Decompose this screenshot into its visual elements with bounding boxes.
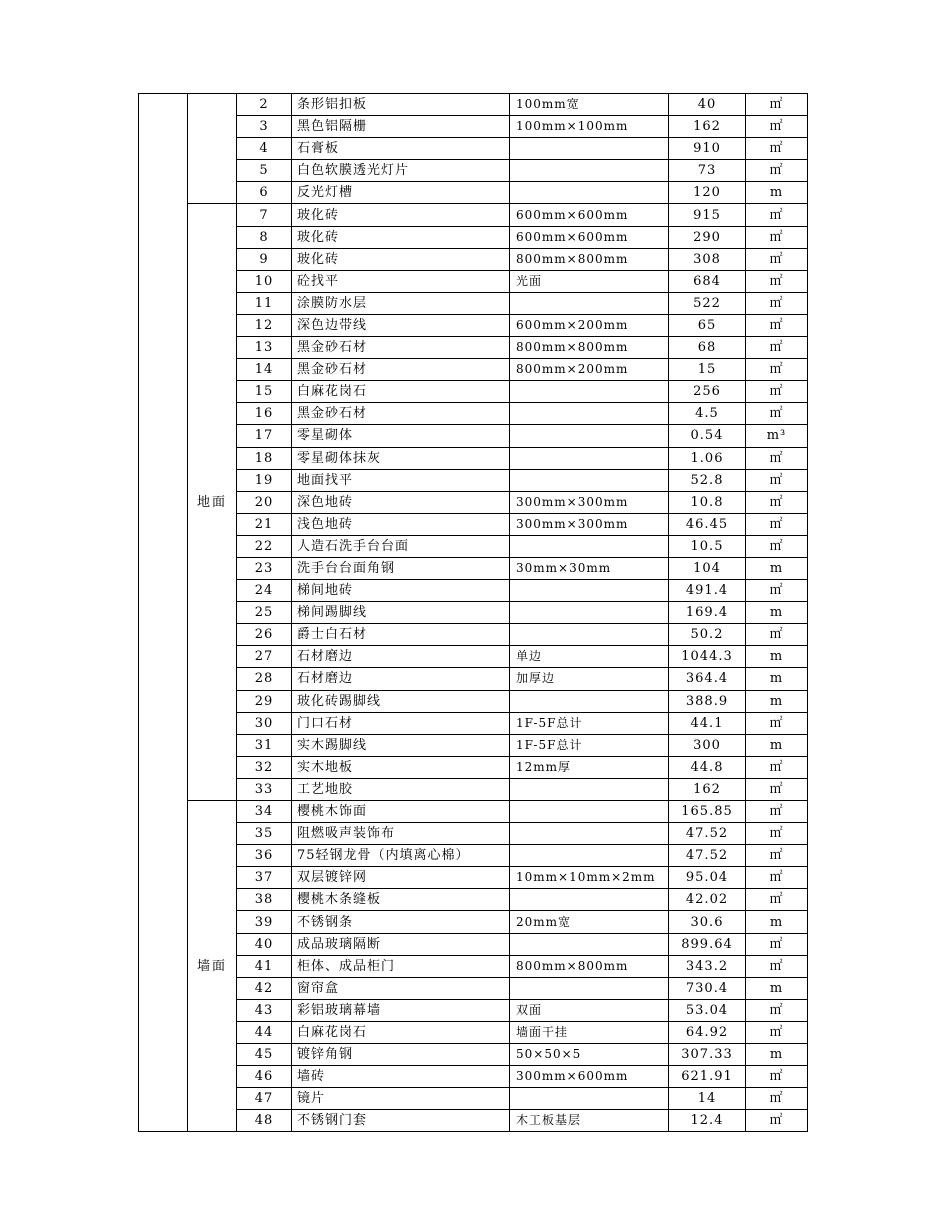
item-unit: ㎡: [746, 1021, 808, 1043]
item-quantity: 64.92: [669, 1021, 746, 1043]
item-name: 梯间踢脚线: [292, 602, 510, 624]
item-spec: 50×50×5: [510, 1044, 669, 1066]
table-row: [139, 778, 808, 800]
item-quantity: 73: [669, 160, 746, 182]
item-name: 黑金砂石材: [292, 337, 510, 359]
item-quantity: 44.1: [669, 712, 746, 734]
item-number: 8: [237, 226, 292, 248]
item-spec: 600mm×200mm: [510, 314, 669, 336]
item-name: 砼找平: [292, 270, 510, 292]
item-unit: ㎡: [746, 138, 808, 160]
item-unit: ㎡: [746, 1066, 808, 1088]
item-quantity: 12.4: [669, 1110, 746, 1132]
item-unit: ㎡: [746, 292, 808, 314]
item-number: 48: [237, 1110, 292, 1132]
item-spec: 800mm×800mm: [510, 955, 669, 977]
item-spec: [510, 425, 669, 447]
table-row: [139, 535, 808, 557]
item-quantity: 256: [669, 381, 746, 403]
item-number: 24: [237, 580, 292, 602]
item-unit: ㎡: [746, 160, 808, 182]
item-spec: 30mm×30mm: [510, 557, 669, 579]
table-row: [139, 557, 808, 579]
item-unit: ㎡: [746, 823, 808, 845]
item-unit: m: [746, 977, 808, 999]
table-row: [139, 756, 808, 778]
item-quantity: 621.91: [669, 1066, 746, 1088]
table-row: [139, 204, 808, 226]
item-number: 3: [237, 116, 292, 138]
item-unit: ㎡: [746, 270, 808, 292]
item-unit: ㎡: [746, 1110, 808, 1132]
item-name: 白色软膜透光灯片: [292, 160, 510, 182]
item-quantity: 910: [669, 138, 746, 160]
item-unit: ㎡: [746, 116, 808, 138]
item-quantity: 42.02: [669, 889, 746, 911]
table-row: [139, 602, 808, 624]
item-spec: [510, 823, 669, 845]
item-name: 玻化砖: [292, 204, 510, 226]
item-quantity: 95.04: [669, 867, 746, 889]
item-spec: 1F-5F总计: [510, 734, 669, 756]
item-name: 石材磨边: [292, 646, 510, 668]
item-quantity: 47.52: [669, 845, 746, 867]
quantity-table: [138, 93, 808, 1132]
item-unit: ㎡: [746, 933, 808, 955]
item-name: 镜片: [292, 1088, 510, 1110]
table-row: [139, 690, 808, 712]
item-spec: 800mm×800mm: [510, 248, 669, 270]
item-quantity: 1044.3: [669, 646, 746, 668]
item-unit: ㎡: [746, 381, 808, 403]
item-unit: ㎡: [746, 801, 808, 823]
item-number: 9: [237, 248, 292, 270]
item-number: 34: [237, 801, 292, 823]
item-name: 玻化砖: [292, 248, 510, 270]
section-label-cell: [188, 204, 237, 801]
item-quantity: 52.8: [669, 469, 746, 491]
item-spec: [510, 933, 669, 955]
table-row: [139, 845, 808, 867]
item-number: 21: [237, 513, 292, 535]
table-row: [139, 1110, 808, 1132]
table-row: [139, 933, 808, 955]
item-unit: m³: [746, 425, 808, 447]
item-spec: 100mm宽: [510, 94, 669, 116]
item-name: 双层镀锌网: [292, 867, 510, 889]
item-number: 45: [237, 1044, 292, 1066]
item-unit: ㎡: [746, 778, 808, 800]
item-unit: m: [746, 602, 808, 624]
item-number: 40: [237, 933, 292, 955]
item-number: 10: [237, 270, 292, 292]
item-spec: 300mm×300mm: [510, 513, 669, 535]
item-name: 条形铝扣板: [292, 94, 510, 116]
item-name: 洗手台台面角钢: [292, 557, 510, 579]
item-spec: 单边: [510, 646, 669, 668]
item-unit: ㎡: [746, 491, 808, 513]
item-name: 浅色地砖: [292, 513, 510, 535]
item-unit: m: [746, 646, 808, 668]
item-quantity: 68: [669, 337, 746, 359]
item-spec: 800mm×200mm: [510, 359, 669, 381]
item-quantity: 491.4: [669, 580, 746, 602]
item-name: 零星砌体抹灰: [292, 447, 510, 469]
item-number: 36: [237, 845, 292, 867]
table-row: [139, 867, 808, 889]
table-row: [139, 226, 808, 248]
item-quantity: 169.4: [669, 602, 746, 624]
item-unit: ㎡: [746, 513, 808, 535]
item-spec: 墙面干挂: [510, 1021, 669, 1043]
table-row: [139, 911, 808, 933]
item-unit: ㎡: [746, 447, 808, 469]
item-quantity: 14: [669, 1088, 746, 1110]
item-unit: ㎡: [746, 337, 808, 359]
table-row: [139, 580, 808, 602]
item-spec: 12mm厚: [510, 756, 669, 778]
item-spec: 300mm×600mm: [510, 1066, 669, 1088]
item-name: 反光灯槽: [292, 182, 510, 204]
item-name: 不锈钢条: [292, 911, 510, 933]
item-unit: ㎡: [746, 469, 808, 491]
item-quantity: 10.8: [669, 491, 746, 513]
item-number: 12: [237, 314, 292, 336]
item-unit: m: [746, 557, 808, 579]
item-number: 26: [237, 624, 292, 646]
table-row: [139, 182, 808, 204]
item-number: 17: [237, 425, 292, 447]
item-name: 镀锌角钢: [292, 1044, 510, 1066]
item-name: 玻化砖: [292, 226, 510, 248]
table-row: [139, 999, 808, 1021]
item-name: 实木地板: [292, 756, 510, 778]
section-label-cell: [188, 94, 237, 204]
item-quantity: 0.54: [669, 425, 746, 447]
item-name: 人造石洗手台台面: [292, 535, 510, 557]
table-row: [139, 823, 808, 845]
item-spec: [510, 580, 669, 602]
item-spec: [510, 778, 669, 800]
table-row: [139, 1021, 808, 1043]
item-spec: [510, 381, 669, 403]
item-unit: ㎡: [746, 999, 808, 1021]
item-spec: [510, 469, 669, 491]
table-row: [139, 403, 808, 425]
item-spec: 1F-5F总计: [510, 712, 669, 734]
item-name: 白麻花岗石: [292, 1021, 510, 1043]
item-number: 46: [237, 1066, 292, 1088]
item-name: 黑色铝隔栅: [292, 116, 510, 138]
item-quantity: 65: [669, 314, 746, 336]
item-spec: [510, 1088, 669, 1110]
item-quantity: 46.45: [669, 513, 746, 535]
item-name: 墙砖: [292, 1066, 510, 1088]
item-unit: m: [746, 1044, 808, 1066]
item-unit: m: [746, 668, 808, 690]
item-name: 柜体、成品柜门: [292, 955, 510, 977]
item-spec: 600mm×600mm: [510, 226, 669, 248]
item-quantity: 53.04: [669, 999, 746, 1021]
item-spec: 10mm×10mm×2mm: [510, 867, 669, 889]
item-number: 39: [237, 911, 292, 933]
item-name: 工艺地胶: [292, 778, 510, 800]
table-row: [139, 801, 808, 823]
table-row: [139, 646, 808, 668]
item-name: 彩铝玻璃幕墙: [292, 999, 510, 1021]
item-name: 涂膜防水层: [292, 292, 510, 314]
section-label: 地面: [196, 494, 227, 510]
item-number: 13: [237, 337, 292, 359]
item-quantity: 684: [669, 270, 746, 292]
item-name: 75轻钢龙骨（内填离心棉）: [292, 845, 510, 867]
table-row: [139, 1088, 808, 1110]
item-quantity: 300: [669, 734, 746, 756]
item-number: 25: [237, 602, 292, 624]
item-name: 成品玻璃隔断: [292, 933, 510, 955]
item-quantity: 162: [669, 778, 746, 800]
table-row: [139, 138, 808, 160]
item-name: 白麻花岗石: [292, 381, 510, 403]
item-unit: ㎡: [746, 867, 808, 889]
item-unit: m: [746, 734, 808, 756]
item-unit: ㎡: [746, 1088, 808, 1110]
table-row: [139, 116, 808, 138]
item-unit: ㎡: [746, 624, 808, 646]
item-number: 4: [237, 138, 292, 160]
item-number: 35: [237, 823, 292, 845]
item-quantity: 165.85: [669, 801, 746, 823]
item-name: 门口石材: [292, 712, 510, 734]
item-quantity: 4.5: [669, 403, 746, 425]
item-name: 不锈钢门套: [292, 1110, 510, 1132]
item-spec: [510, 138, 669, 160]
table-row: [139, 712, 808, 734]
item-spec: [510, 602, 669, 624]
item-unit: ㎡: [746, 204, 808, 226]
item-quantity: 899.64: [669, 933, 746, 955]
item-number: 44: [237, 1021, 292, 1043]
table-row: [139, 513, 808, 535]
item-spec: [510, 535, 669, 557]
item-unit: ㎡: [746, 845, 808, 867]
item-number: 41: [237, 955, 292, 977]
item-spec: 木工板基层: [510, 1110, 669, 1132]
item-number: 31: [237, 734, 292, 756]
item-spec: [510, 801, 669, 823]
item-unit: ㎡: [746, 580, 808, 602]
item-number: 33: [237, 778, 292, 800]
item-name: 樱桃木条缝板: [292, 889, 510, 911]
item-spec: [510, 624, 669, 646]
item-spec: 800mm×800mm: [510, 337, 669, 359]
table-row: [139, 359, 808, 381]
item-quantity: 290: [669, 226, 746, 248]
item-number: 42: [237, 977, 292, 999]
item-number: 19: [237, 469, 292, 491]
item-quantity: 307.33: [669, 1044, 746, 1066]
item-spec: 20mm宽: [510, 911, 669, 933]
table-row: [139, 248, 808, 270]
table-row: [139, 94, 808, 116]
item-spec: [510, 182, 669, 204]
item-quantity: 1.06: [669, 447, 746, 469]
item-quantity: 120: [669, 182, 746, 204]
item-quantity: 104: [669, 557, 746, 579]
item-name: 窗帘盒: [292, 977, 510, 999]
item-quantity: 47.52: [669, 823, 746, 845]
section-label-cell: [188, 801, 237, 1132]
item-spec: [510, 977, 669, 999]
item-unit: ㎡: [746, 712, 808, 734]
item-number: 43: [237, 999, 292, 1021]
table-row: [139, 469, 808, 491]
item-number: 20: [237, 491, 292, 513]
item-number: 2: [237, 94, 292, 116]
section-label: 墙面: [196, 958, 227, 974]
item-spec: 加厚边: [510, 668, 669, 690]
item-number: 29: [237, 690, 292, 712]
item-name: 爵士白石材: [292, 624, 510, 646]
item-name: 零星砌体: [292, 425, 510, 447]
item-name: 地面找平: [292, 469, 510, 491]
item-name: 阻燃吸声装饰布: [292, 823, 510, 845]
item-unit: ㎡: [746, 403, 808, 425]
item-number: 7: [237, 204, 292, 226]
item-unit: ㎡: [746, 756, 808, 778]
item-number: 30: [237, 712, 292, 734]
item-number: 6: [237, 182, 292, 204]
item-number: 38: [237, 889, 292, 911]
item-name: 深色边带线: [292, 314, 510, 336]
item-unit: ㎡: [746, 535, 808, 557]
table-row: [139, 955, 808, 977]
table-row: [139, 1066, 808, 1088]
table-row: [139, 337, 808, 359]
item-spec: [510, 845, 669, 867]
item-spec: 600mm×600mm: [510, 204, 669, 226]
item-quantity: 30.6: [669, 911, 746, 933]
item-name: 黑金砂石材: [292, 403, 510, 425]
item-unit: m: [746, 690, 808, 712]
item-number: 23: [237, 557, 292, 579]
item-unit: ㎡: [746, 955, 808, 977]
item-spec: [510, 160, 669, 182]
outer-category-cell: [139, 94, 188, 1132]
item-quantity: 343.2: [669, 955, 746, 977]
item-name: 石膏板: [292, 138, 510, 160]
item-number: 37: [237, 867, 292, 889]
item-unit: ㎡: [746, 226, 808, 248]
item-quantity: 40: [669, 94, 746, 116]
item-spec: [510, 292, 669, 314]
item-quantity: 308: [669, 248, 746, 270]
item-quantity: 522: [669, 292, 746, 314]
table-row: [139, 734, 808, 756]
table-row: [139, 447, 808, 469]
item-number: 28: [237, 668, 292, 690]
item-spec: [510, 403, 669, 425]
table-row: [139, 624, 808, 646]
item-name: 玻化砖踢脚线: [292, 690, 510, 712]
item-number: 14: [237, 359, 292, 381]
item-unit: ㎡: [746, 248, 808, 270]
item-number: 22: [237, 535, 292, 557]
item-unit: m: [746, 182, 808, 204]
item-name: 实木踢脚线: [292, 734, 510, 756]
item-number: 27: [237, 646, 292, 668]
item-number: 15: [237, 381, 292, 403]
table-row: [139, 668, 808, 690]
item-quantity: 364.4: [669, 668, 746, 690]
item-spec: [510, 447, 669, 469]
item-quantity: 162: [669, 116, 746, 138]
quantity-table-body: [139, 94, 808, 1132]
item-spec: 300mm×300mm: [510, 491, 669, 513]
item-number: 5: [237, 160, 292, 182]
table-row: [139, 270, 808, 292]
item-spec: 100mm×100mm: [510, 116, 669, 138]
item-quantity: 10.5: [669, 535, 746, 557]
table-row: [139, 160, 808, 182]
table-row: [139, 314, 808, 336]
table-row: [139, 1044, 808, 1066]
item-quantity: 388.9: [669, 690, 746, 712]
item-unit: ㎡: [746, 359, 808, 381]
item-number: 11: [237, 292, 292, 314]
item-quantity: 730.4: [669, 977, 746, 999]
item-quantity: 15: [669, 359, 746, 381]
item-name: 黑金砂石材: [292, 359, 510, 381]
item-unit: ㎡: [746, 314, 808, 336]
item-name: 梯间地砖: [292, 580, 510, 602]
item-name: 深色地砖: [292, 491, 510, 513]
table-row: [139, 292, 808, 314]
item-unit: m: [746, 911, 808, 933]
table-row: [139, 425, 808, 447]
item-quantity: 915: [669, 204, 746, 226]
item-number: 16: [237, 403, 292, 425]
item-spec: [510, 889, 669, 911]
item-name: 石材磨边: [292, 668, 510, 690]
item-quantity: 44.8: [669, 756, 746, 778]
item-name: 樱桃木饰面: [292, 801, 510, 823]
table-row: [139, 977, 808, 999]
table-row: [139, 381, 808, 403]
table-row: [139, 889, 808, 911]
item-spec: [510, 690, 669, 712]
item-unit: ㎡: [746, 94, 808, 116]
table-row: [139, 491, 808, 513]
item-spec: 光面: [510, 270, 669, 292]
item-number: 47: [237, 1088, 292, 1110]
item-spec: 双面: [510, 999, 669, 1021]
item-number: 18: [237, 447, 292, 469]
item-quantity: 50.2: [669, 624, 746, 646]
item-number: 32: [237, 756, 292, 778]
item-unit: ㎡: [746, 889, 808, 911]
